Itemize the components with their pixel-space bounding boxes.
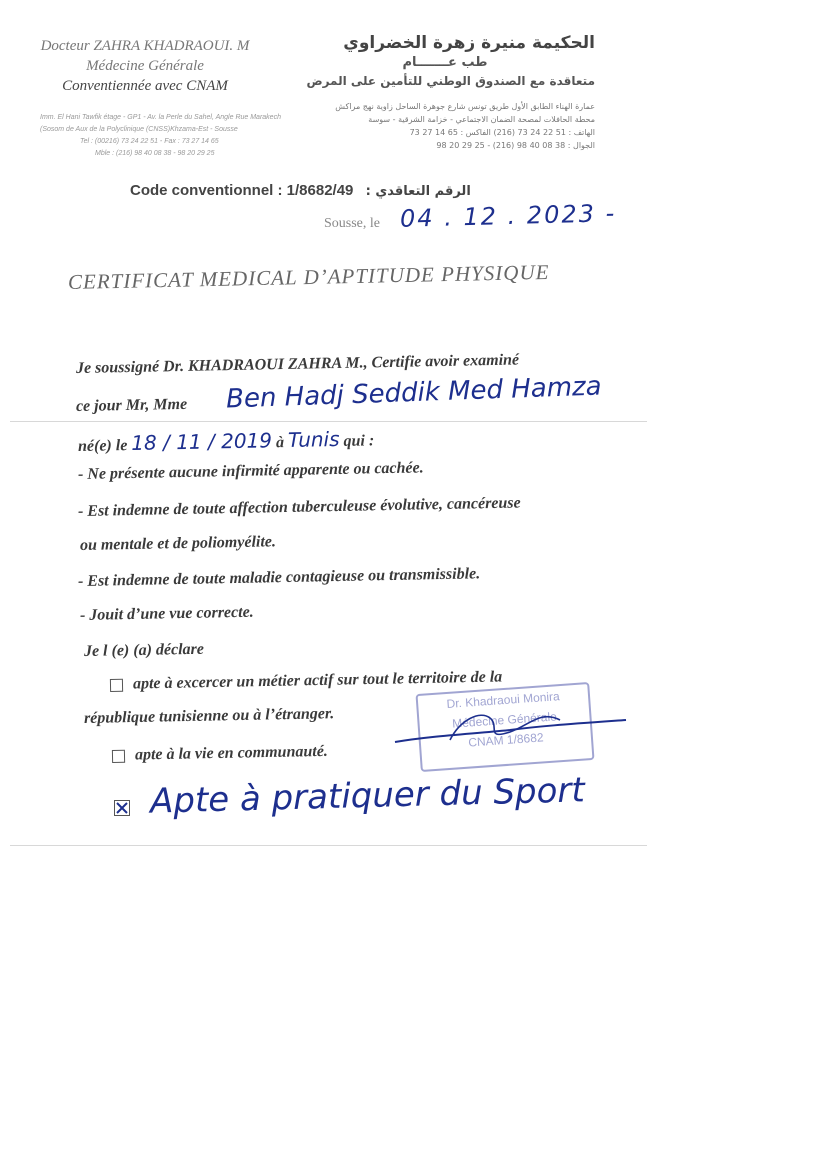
body-line-2 (76, 396, 187, 416)
birth-label: né(e) le (77, 437, 128, 455)
doctor-specialty: Médecine Générale (86, 58, 204, 74)
option-2-checkbox[interactable] (112, 750, 125, 763)
birth-date: 18 / 11 / 2019 (131, 428, 273, 455)
stamp-line-2: Médecine Générale (451, 709, 558, 731)
convention-code-label: Code conventionnel : 1/8682/49 (130, 182, 354, 199)
certificate-title: CERTIFICAT MEDICAL D’APTITUDE PHYSIQUE (67, 259, 550, 294)
doctor-address-block (40, 112, 290, 160)
body-line-1: Je soussigné Dr. KHADRAOUI ZAHRA M., Certifie avoir examiné (75, 351, 520, 377)
address-line-1: Imm. El Hani Tawfik étage - GP1 - Av. la Perle du Sahel, Angle Rue Marakech (40, 114, 281, 121)
handwritten-aptitude: Apte à pratiquer du Sport (149, 770, 586, 822)
doctor-header-fr (0, 36, 290, 96)
patient-label: ce jour Mr, Mme (75, 395, 188, 415)
phone-ar: الهاتف : 51 22 24 73 (216) الفاكس : 65 14 27 73 (409, 128, 595, 137)
item-3: - Est indemne de toute maladie contagieuse ou transmissible. (77, 565, 481, 590)
phone-line: Tel : (00216) 73 24 22 51 - Fax : 73 27 14 65 (80, 138, 219, 145)
option-1-checkbox[interactable] (110, 679, 123, 692)
doctor-specialty-ar: طب عـــــــام (402, 55, 488, 70)
birth-line (78, 426, 375, 456)
signature-icon (390, 690, 630, 760)
date-label: Sousse, le (324, 216, 380, 231)
address-line-2: (Sosom de Aux de la Polyclinique (CNSS)Khzama-Est - Sousse (40, 126, 238, 133)
item-2b: ou mentale et de poliomyélite. (79, 533, 277, 554)
mobile-line: Mble : (216) 98 40 08 38 - 98 20 29 25 (95, 150, 215, 157)
fold-line-2 (10, 845, 647, 846)
birth-suffix: qui : (343, 432, 375, 450)
birth-at: à (275, 434, 285, 452)
option-2-label: apte à la vie en communauté. (134, 742, 328, 764)
declare-line: Je l (e) (a) déclare (83, 640, 205, 660)
doctor-header-ar (295, 32, 595, 152)
option-3-checkbox[interactable] (114, 800, 130, 816)
doctor-name-ar: الحكيمة منيرة زهرة الخضراوي (343, 33, 595, 53)
item-2: - Est indemne de toute affection tuberculeuse évolutive, cancéreuse (77, 494, 521, 520)
check-mark-icon (115, 801, 129, 815)
birth-place: Tunis (287, 426, 340, 452)
fold-line-1 (10, 421, 647, 422)
patient-name: Ben Hadj Seddik Med Hamza (225, 371, 603, 415)
doctor-convention: Conventiennée avec CNAM (62, 78, 228, 94)
convention-code-label-ar: : الرقم التعاقدي (365, 184, 471, 199)
doctor-convention-ar: متعاقدة مع الصندوق الوطني للتأمين على المرض (306, 74, 595, 88)
doctor-name: Docteur ZAHRA KHADRAOUI. M (40, 38, 250, 54)
stamp-line-3: CNAM 1/8682 (467, 730, 544, 750)
option-1-label: apte à excercer un métier actif sur tout le territoire de la (132, 668, 503, 693)
item-4: - Jouit d’une vue correcte. (79, 603, 254, 624)
item-1: - Ne présente aucune infirmité apparente ou cachée. (77, 459, 424, 483)
address-ar-2: محطة الحافلات لمصحة الضمان الاجتماعي - خزامة الشرقية - سوسة (368, 115, 595, 124)
option-2 (112, 743, 328, 765)
stamp-line-1: Dr. Khadraoui Monira (446, 689, 561, 712)
address-ar-1: عمارة الهناء الطابق الأول طريق تونس شارع جوهرة الساحل زاوية نهج مراكش (335, 102, 595, 111)
option-1b: république tunisienne ou à l’étranger. (83, 705, 335, 727)
date-value: 04 . 12 . 2023 - (399, 199, 617, 233)
convention-code (130, 182, 471, 199)
mobile-ar: الجوال : 38 08 40 98 (216) - 25 29 20 98 (436, 141, 595, 150)
